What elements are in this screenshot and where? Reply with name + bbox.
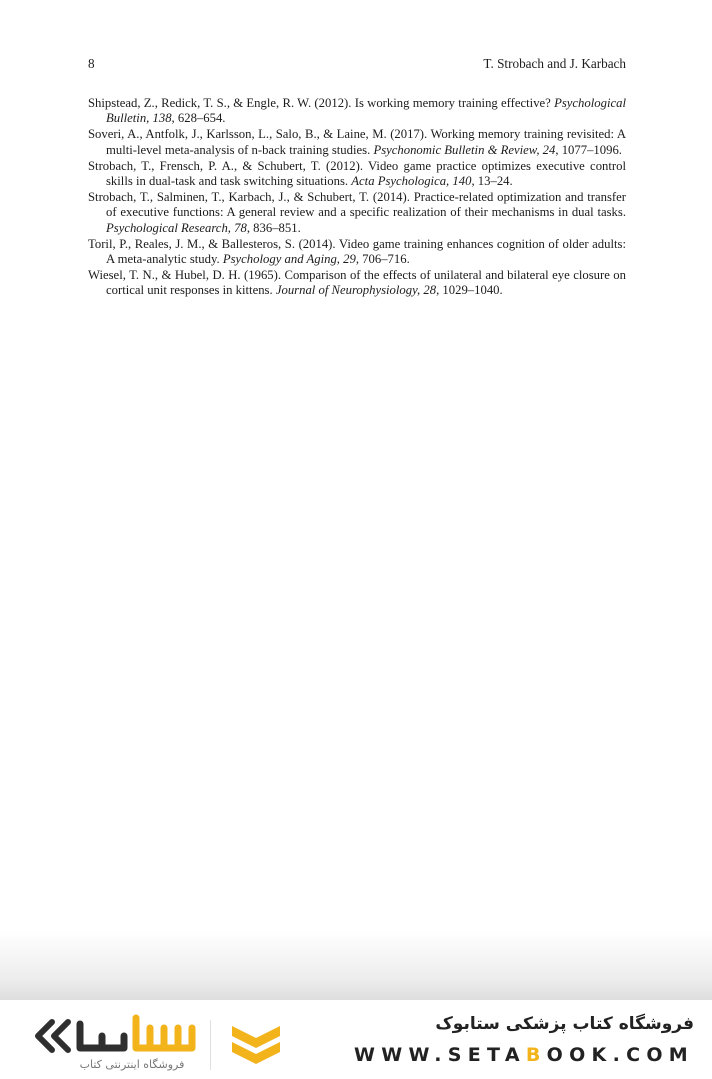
store-title: فروشگاه کتاب پزشکی ستابوک bbox=[435, 1014, 694, 1034]
reference-entry: Shipstead, Z., Redick, T. S., & Engle, R. W. (2012). Is working memory training effective? Psychological Bulletin, 138, 628–654. bbox=[88, 96, 626, 126]
page-number: 8 bbox=[88, 56, 95, 71]
store-banner bbox=[0, 1000, 712, 1079]
reference-entry: Soveri, A., Antfolk, J., Karlsson, L., Salo, B., & Laine, M. (2017). Working memory training revisited: A multi-level meta-analysis of n-back training studies. Psychonomic Bulletin & Review, 24, 1077–1096. bbox=[88, 127, 626, 157]
logo-tagline: فروشگاه اینترنتی کتاب bbox=[79, 1058, 185, 1071]
reference-entry: Toril, P., Reales, J. M., & Ballesteros, S. (2014). Video game training enhances cognition of older adults: A meta-analytic study. Psychology and Aging, 29, 706–716. bbox=[88, 236, 626, 267]
page-bottom-shadow bbox=[0, 930, 712, 1002]
running-head-authors: T. Strobach and J. Karbach bbox=[483, 56, 626, 71]
setabook-logo[interactable] bbox=[32, 1014, 272, 1076]
url-accent-letter: B bbox=[525, 1044, 547, 1066]
reference-list bbox=[88, 96, 626, 300]
book-emblem-icon bbox=[228, 1020, 284, 1068]
setabook-wordmark-icon bbox=[32, 1014, 200, 1058]
reference-entry: Strobach, T., Salminen, T., Karbach, J., & Schubert, T. (2014). Practice-related optimization and transfer of executive functions: A general review and a specific realization of their mechanisms in dual tasks. Psychological Research, 78, 836–851. bbox=[88, 190, 626, 235]
reference-entry: Strobach, T., Frensch, P. A., & Schubert, T. (2012). Video game practice optimizes executive control skills in dual-task and task switching situations. Acta Psychologica, 140, 13–24. bbox=[88, 158, 626, 189]
logo-divider bbox=[210, 1020, 211, 1070]
store-url-link[interactable]: WWW.SETABOOK.COM bbox=[354, 1044, 694, 1066]
running-head bbox=[88, 56, 626, 74]
reference-entry: Wiesel, T. N., & Hubel, D. H. (1965). Comparison of the effects of unilateral and bilateral eye closure on cortical unit responses in kittens. Journal of Neurophysiology, 28, 1029–1040. bbox=[88, 268, 626, 298]
